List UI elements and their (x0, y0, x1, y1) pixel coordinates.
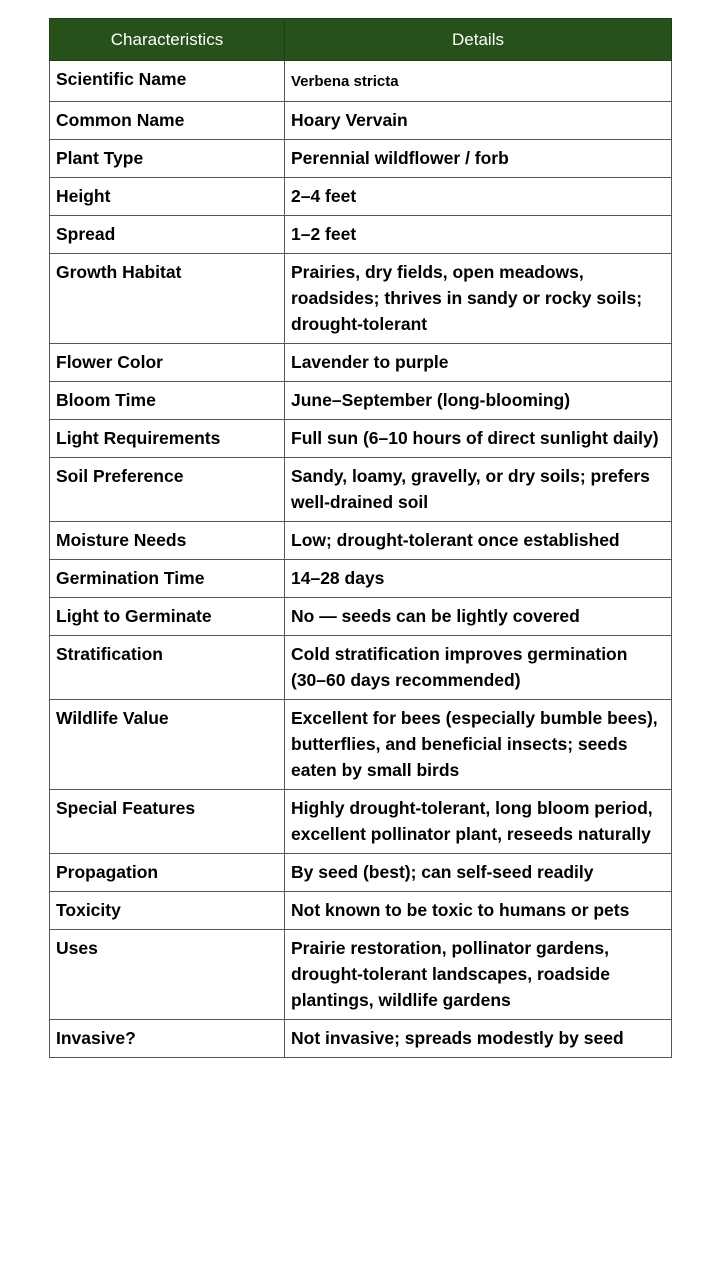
table-row (50, 560, 672, 598)
table-row (50, 522, 672, 560)
table-header-row (50, 19, 672, 61)
table-row (50, 636, 672, 700)
table-row (50, 61, 672, 102)
table-row (50, 790, 672, 854)
table-row (50, 140, 672, 178)
table-row (50, 598, 672, 636)
row-label: Light to Germinate (50, 598, 285, 636)
row-label: Propagation (50, 854, 285, 892)
row-label: Wildlife Value (50, 700, 285, 790)
row-value: Highly drought-tolerant, long bloom period, excellent pollinator plant, reseeds naturally (285, 790, 672, 854)
row-value: Cold stratification improves germination (30–60 days recommended) (285, 636, 672, 700)
row-label: Scientific Name (50, 61, 285, 102)
row-label: Plant Type (50, 140, 285, 178)
row-value: June–September (long-blooming) (285, 382, 672, 420)
row-label: Invasive? (50, 1020, 285, 1058)
table-row (50, 854, 672, 892)
row-label: Flower Color (50, 344, 285, 382)
row-value: No — seeds can be lightly covered (285, 598, 672, 636)
table-row (50, 254, 672, 344)
row-label: Soil Preference (50, 458, 285, 522)
row-value: Hoary Vervain (285, 102, 672, 140)
row-label: Bloom Time (50, 382, 285, 420)
row-value: By seed (best); can self-seed readily (285, 854, 672, 892)
table-row (50, 420, 672, 458)
table-row (50, 892, 672, 930)
header-details: Details (285, 19, 672, 61)
row-label: Light Requirements (50, 420, 285, 458)
table-row (50, 382, 672, 420)
row-value: Not invasive; spreads modestly by seed (285, 1020, 672, 1058)
row-label: Height (50, 178, 285, 216)
row-value: Not known to be toxic to humans or pets (285, 892, 672, 930)
row-value: Perennial wildflower / forb (285, 140, 672, 178)
row-value: Sandy, loamy, gravelly, or dry soils; prefers well-drained soil (285, 458, 672, 522)
header-characteristics: Characteristics (50, 19, 285, 61)
row-value: 1–2 feet (285, 216, 672, 254)
row-value: Full sun (6–10 hours of direct sunlight daily) (285, 420, 672, 458)
row-label: Special Features (50, 790, 285, 854)
table-row (50, 930, 672, 1020)
row-label: Moisture Needs (50, 522, 285, 560)
row-label: Growth Habitat (50, 254, 285, 344)
row-value: Lavender to purple (285, 344, 672, 382)
row-label: Common Name (50, 102, 285, 140)
row-value: Verbena stricta (285, 61, 672, 102)
table-row (50, 700, 672, 790)
table-row (50, 1020, 672, 1058)
table-row (50, 102, 672, 140)
row-label: Spread (50, 216, 285, 254)
row-label: Uses (50, 930, 285, 1020)
row-label: Stratification (50, 636, 285, 700)
row-label: Germination Time (50, 560, 285, 598)
table-row (50, 458, 672, 522)
table-row (50, 178, 672, 216)
row-value: Prairies, dry fields, open meadows, roadsides; thrives in sandy or rocky soils; drought-tolerant (285, 254, 672, 344)
plant-characteristics-table (49, 18, 672, 1058)
row-label: Toxicity (50, 892, 285, 930)
row-value: Low; drought-tolerant once established (285, 522, 672, 560)
table-row (50, 216, 672, 254)
row-value: Excellent for bees (especially bumble bees), butterflies, and beneficial insects; seeds eaten by small birds (285, 700, 672, 790)
row-value: 2–4 feet (285, 178, 672, 216)
row-value: 14–28 days (285, 560, 672, 598)
table-row (50, 344, 672, 382)
row-value: Prairie restoration, pollinator gardens, drought-tolerant landscapes, roadside plantings, wildlife gardens (285, 930, 672, 1020)
